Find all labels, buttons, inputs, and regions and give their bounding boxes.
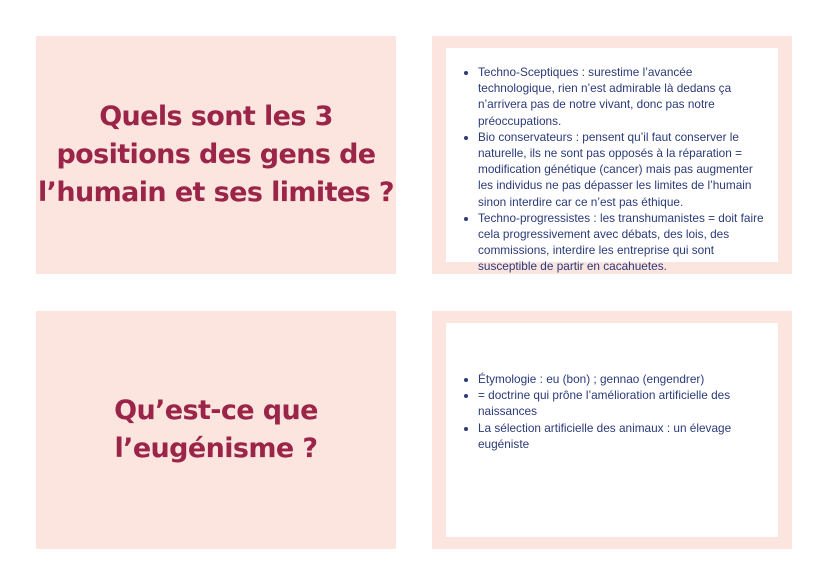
question-card-1	[36, 36, 396, 274]
list-item: • Techno-Sceptiques : surestime l’avancée technologique, rien n’est admirable là dedans ça n’arrivera pas de notre vivant, donc pas notre préoccupations.	[478, 64, 766, 129]
question-line: Qu’est-ce que	[114, 395, 318, 426]
answer-panel-2	[446, 323, 778, 537]
question-line: Quels sont les 3	[99, 101, 333, 132]
answer-card-1	[432, 36, 792, 274]
answer-list-2	[458, 371, 766, 452]
question-line: positions des gens de	[56, 139, 376, 170]
answer-card-2	[432, 311, 792, 549]
question-line: l’humain et ses limites ?	[38, 177, 394, 208]
list-item: • Bio conservateurs : pensent qu’il faut conserver le naturelle, ils ne sont pas opposés à la réparation = modification génétique (cancer) mais pas augmenter les individus ne pas dépasser les limites de l’humain sinon interdire car ce n’est pas éthique.	[478, 129, 766, 210]
list-item: • Étymologie : eu (bon) ; gennao (engendrer)	[478, 371, 766, 387]
question-card-2	[36, 311, 396, 549]
question-line: l’eugénisme ?	[114, 433, 318, 464]
answer-list-1	[458, 64, 766, 275]
list-item: • Techno-progressistes : les transhumanistes = doit faire cela progressivement avec débats, des lois, des commissions, interdire les entreprise qui sont susceptible de partir en cacahuetes.	[478, 210, 766, 275]
answer-panel-1	[446, 48, 778, 274]
question-text-2	[114, 392, 318, 468]
list-item: • = doctrine qui prône l’amélioration artificielle des naissances	[478, 387, 766, 419]
question-text-1	[38, 98, 394, 212]
list-item: • La sélection artificielle des animaux : un élevage eugéniste	[478, 420, 766, 452]
